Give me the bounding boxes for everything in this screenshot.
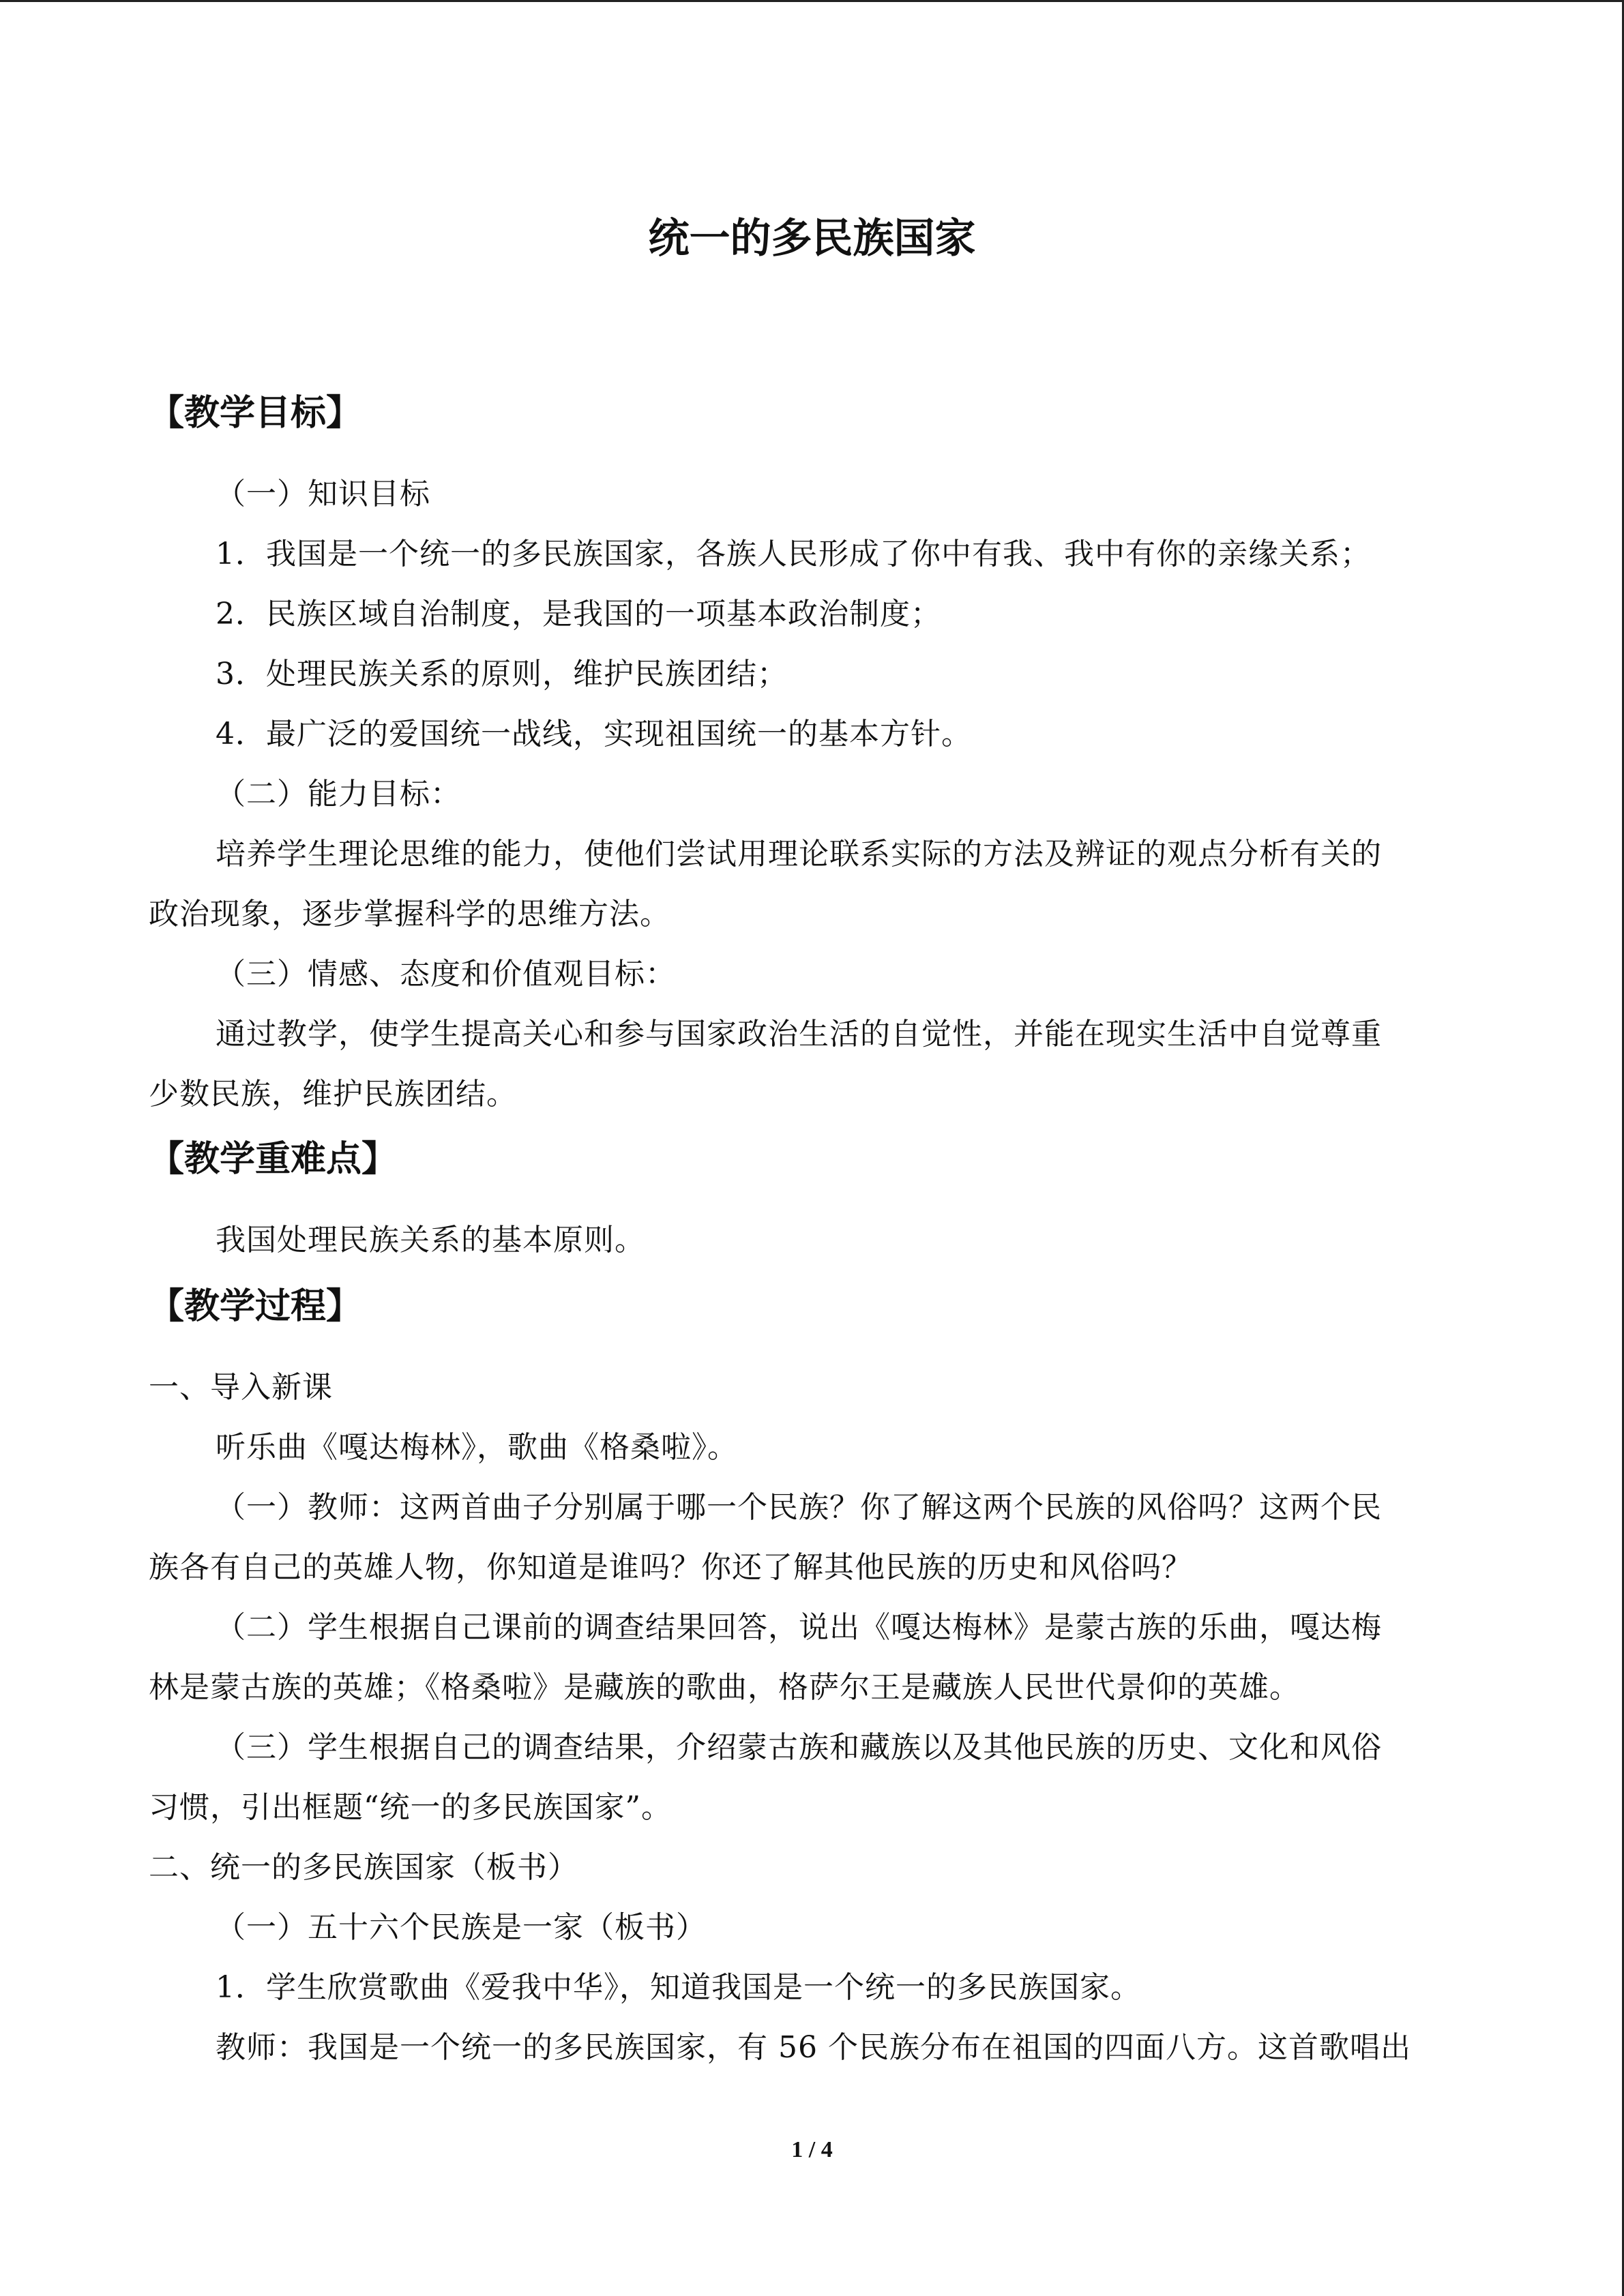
heading-teaching-objectives: 【教学目标】: [149, 393, 362, 434]
subheading-ability-objectives: （二）能力目标：: [216, 777, 461, 811]
heading-teaching-process: 【教学过程】: [149, 1286, 362, 1327]
paragraph-line: 教师：我国是一个统一的多民族国家，有 56 个民族分布在祖国的四面八方。这首歌唱出: [216, 2030, 1411, 2065]
paragraph-line: 习惯，引出框题“统一的多民族国家”。: [149, 1790, 672, 1825]
heading-key-points: 【教学重难点】: [149, 1139, 398, 1180]
paragraph-line: （三）学生根据自己的调查结果，介绍蒙古族和藏族以及其他民族的历史、文化和风俗: [216, 1730, 1382, 1765]
paragraph-line: 政治现象，逐步掌握科学的思维方法。: [149, 897, 670, 931]
subheading-attitude-objectives: （三）情感、态度和价值观目标：: [216, 957, 676, 992]
section-heading-intro: 一、导入新课: [149, 1370, 333, 1405]
document-title: 统一的多民族国家: [648, 215, 976, 263]
page-number: 1 / 4: [791, 2137, 833, 2162]
objective-item-4: 4．最广泛的爱国统一战线，实现祖国统一的基本方针。: [216, 717, 972, 751]
subheading-56-ethnic-groups: （一）五十六个民族是一家（板书）: [216, 1910, 707, 1945]
objective-item-3: 3．处理民族关系的原则，维护民族团结；: [216, 657, 788, 691]
paragraph-line: 通过教学，使学生提高关心和参与国家政治生活的自觉性，并能在现实生活中自觉尊重: [216, 1017, 1382, 1052]
section-heading-unified-nation: 二、统一的多民族国家（板书）: [149, 1850, 578, 1885]
paragraph-line: 1．学生欣赏歌曲《爱我中华》，知道我国是一个统一的多民族国家。: [216, 1970, 1141, 2005]
page-border-top: [0, 0, 1624, 2]
paragraph-line: （二）学生根据自己课前的调查结果回答，说出《嘎达梅林》是蒙古族的乐曲，嘎达梅: [216, 1610, 1382, 1645]
paragraph-line: 族各有自己的英雄人物，你知道是谁吗？你还了解其他民族的历史和风俗吗？: [149, 1550, 1192, 1585]
paragraph-line: 少数民族，维护民族团结。: [149, 1077, 517, 1112]
paragraph-line: 培养学生理论思维的能力，使他们尝试用理论联系实际的方法及辨证的观点分析有关的: [216, 837, 1382, 871]
paragraph-line: 我国处理民族关系的基本原则。: [216, 1223, 645, 1257]
objective-item-2: 2．民族区域自治制度，是我国的一项基本政治制度；: [216, 597, 941, 631]
paragraph-line: 听乐曲《嘎达梅林》，歌曲《格桑啦》。: [216, 1430, 738, 1465]
paragraph-line: 林是蒙古族的英雄；《格桑啦》是藏族的歌曲，格萨尔王是藏族人民世代景仰的英雄。: [149, 1670, 1300, 1705]
subheading-knowledge-objectives: （一）知识目标: [216, 477, 430, 511]
objective-item-1: 1．我国是一个统一的多民族国家，各族人民形成了你中有我、我中有你的亲缘关系；: [216, 537, 1371, 571]
paragraph-line: （一）教师：这两首曲子分别属于哪一个民族？你了解这两个民族的风俗吗？这两个民: [216, 1490, 1382, 1525]
